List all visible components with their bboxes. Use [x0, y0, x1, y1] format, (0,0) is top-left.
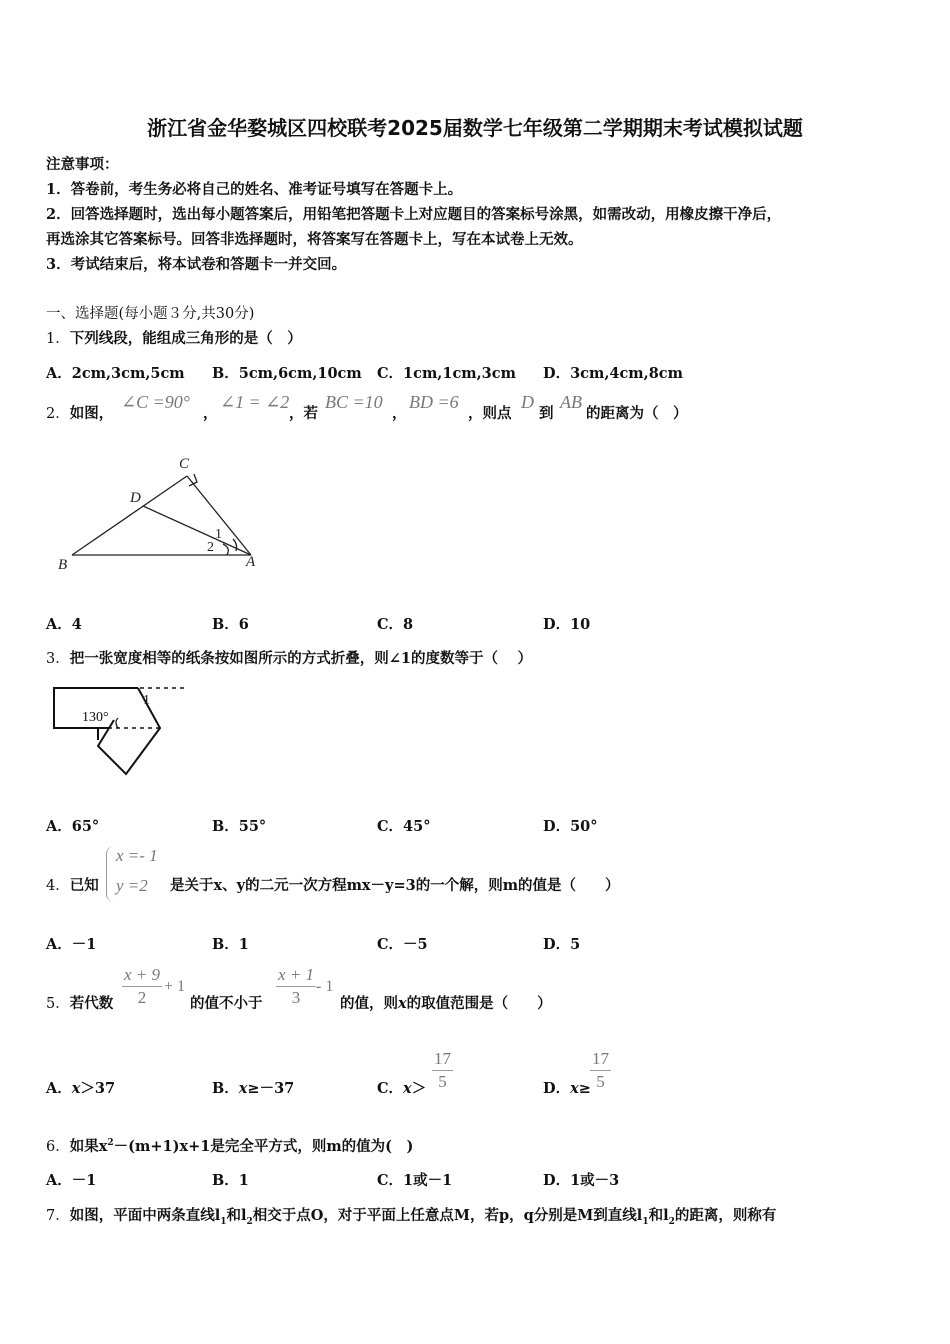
page-title: 浙江省金华婺城区四校联考2025届数学七年级第二学期期末考试模拟试题: [147, 116, 803, 140]
q7-text-5: 的距离，则称有: [674, 1207, 777, 1224]
q5-fraction-2-tail: - 1: [316, 978, 334, 995]
q7-sub-1: 1: [220, 1216, 227, 1227]
q5-fraction-1: [122, 964, 162, 1009]
q2-text-5: ，则点: [468, 405, 512, 422]
q7-sub-2: 2: [246, 1216, 253, 1227]
q4-option-d: D．5: [543, 936, 581, 953]
fraction-numerator: x + 9: [122, 964, 162, 987]
label-a: A: [246, 554, 256, 570]
q6-superscript: 2: [107, 1138, 114, 1149]
q2-option-b: B．6: [212, 616, 249, 633]
q3-option-b: B．55°: [212, 818, 267, 835]
fraction-denominator: 5: [596, 1072, 605, 1091]
fraction-denominator: 2: [137, 988, 147, 1007]
q4-option-c: C．－5: [377, 936, 428, 953]
q5-text-2: 的值不小于: [190, 995, 263, 1012]
q2-option-c: C．8: [377, 616, 414, 633]
q1-option-a: A．2cm,3cm,5cm: [46, 365, 185, 382]
question-4: [46, 874, 99, 895]
q4-text-1: 已知: [69, 877, 99, 894]
q3-folded-strip-figure: [48, 680, 193, 780]
q5-text-3: [340, 992, 552, 1013]
q4-system-line-2: y =2: [116, 876, 148, 895]
q2-text-2: ，: [203, 405, 218, 422]
question-3: [46, 647, 532, 668]
q1-option-c: C．1cm,1cm,3cm: [377, 365, 516, 382]
fraction-denominator: 3: [291, 988, 301, 1007]
notice-item-1: 1．答卷前，考生务必将自己的姓名、准考证号填写在答题卡上。: [46, 181, 463, 198]
q2-text-7: 的距离为（ ）: [586, 405, 688, 422]
q2-math-bc: BC =10: [325, 392, 383, 412]
fraction-denominator: 5: [438, 1072, 447, 1091]
label-angle-2: 2: [207, 540, 214, 555]
q2-math-d: D: [521, 392, 534, 412]
label-c: C: [179, 456, 190, 472]
label-d: D: [130, 490, 141, 506]
q2-math-ab: AB: [560, 392, 582, 412]
label-b: B: [58, 557, 68, 573]
question-number: 2．: [46, 406, 70, 422]
notice-item-2-cont: 再选涂其它答案标号。回答非选择题时，将答案写在答题卡上，写在本试卷上无效。: [46, 231, 583, 248]
q1-option-d: D．3cm,4cm,8cm: [543, 365, 683, 382]
fraction-numerator: 17: [590, 1048, 611, 1071]
q5-text-3a: 的值，则: [340, 995, 398, 1012]
question-5: [46, 992, 113, 1013]
q4-option-a: A．－1: [46, 936, 97, 953]
q3-option-d: D．50°: [543, 818, 598, 835]
q2-triangle-figure: [55, 452, 270, 577]
q5-option-c: C．x＞: [377, 1080, 427, 1097]
q6-option-b: B．1: [212, 1172, 249, 1189]
q5-fraction-1-tail: + 1: [164, 978, 186, 995]
question-2: [46, 402, 113, 423]
question-number: 1．: [46, 331, 70, 347]
label-angle-1: 1: [215, 527, 222, 542]
q6-option-a: A．－1: [46, 1172, 97, 1189]
question-7: [46, 1204, 776, 1227]
fraction-numerator: 17: [432, 1048, 453, 1071]
q5-option-b: B．x≥－37: [212, 1080, 295, 1097]
notice-item-3: 3．考试结束后，将本试卷和答题卡一并交回。: [46, 256, 347, 273]
q6-option-c: C．1或－1: [377, 1172, 453, 1189]
q4-text-2: 是关于x、y的二元一次方程mx－y=3的一个解，则m的值是（ ）: [170, 877, 620, 894]
question-number: 3．: [46, 651, 70, 667]
q1-option-b: B．5cm,6cm,10cm: [212, 365, 362, 382]
notice-heading: 注意事项：: [46, 156, 119, 173]
q5-option-d-fraction: [590, 1048, 611, 1093]
q4-option-b: B．1: [212, 936, 249, 953]
q2-text-4: ，: [392, 405, 407, 422]
q7-sub-4: 2: [668, 1216, 675, 1227]
label-130-degrees: 130°: [82, 710, 109, 725]
q5-option-d: D．x≥: [543, 1080, 591, 1097]
q7-sub-3: 1: [642, 1216, 649, 1227]
q2-option-a: A．4: [46, 616, 82, 633]
question-text: 把一张宽度相等的纸条按如图所示的方式折叠，则∠1的度数等于（ ）: [69, 650, 533, 667]
question-6: [46, 1135, 413, 1156]
q4-system-line-1: x =- 1: [116, 846, 158, 865]
q2-math-angle-c: ∠C =90°: [121, 392, 190, 412]
q2-option-d: D．10: [543, 616, 591, 633]
q5-fraction-2: [276, 964, 316, 1009]
q7-text-3: 相交于点O，对于平面上任意点M，若p，q分别是M到直线l: [252, 1207, 643, 1224]
q2-text-3: ，若: [289, 405, 318, 422]
q6-text-2: －(m+1)x+1是完全平方式，则m的值为( ): [113, 1138, 414, 1155]
q3-option-a: A．65°: [46, 818, 100, 835]
label-angle-1: 1: [143, 693, 150, 708]
q7-text-4: 和l: [648, 1207, 669, 1224]
q5-text-4: 的取值范围是（ ）: [406, 995, 552, 1012]
notice-item-2: 2．回答选择题时，选出每小题答案后，用铅笔把答题卡上对应题目的答案标号涂黑，如需改动，用橡皮擦干净后，: [46, 206, 782, 223]
q3-option-c: C．45°: [377, 818, 431, 835]
fraction-numerator: x + 1: [276, 964, 316, 987]
question-text: 下列线段，能组成三角形的是（ ）: [69, 330, 302, 347]
question-number: 5．: [46, 996, 70, 1012]
q2-math-bd: BD =6: [409, 392, 459, 412]
q2-text-6: 到: [539, 405, 554, 422]
q5-variable: x: [398, 995, 407, 1012]
q2-text-1: 如图，: [69, 405, 114, 422]
q6-option-d: D．1或－3: [543, 1172, 620, 1189]
question-number: 7．: [46, 1208, 70, 1224]
question-1: [46, 327, 302, 348]
q5-text-1: 若代数: [69, 995, 114, 1012]
q6-text-1: 如果x: [69, 1138, 108, 1155]
question-number: 4．: [46, 878, 70, 894]
q2-math-angles: ∠1 = ∠2: [220, 392, 290, 412]
q7-text-1: 如图，平面中两条直线l: [69, 1207, 221, 1224]
q7-text-2: 和l: [226, 1207, 247, 1224]
section-heading: 一、选择题(每小题３分,共30分): [46, 306, 255, 322]
question-number: 6．: [46, 1139, 70, 1155]
q5-option-c-fraction: [432, 1048, 453, 1093]
q5-option-a: A．x＞37: [46, 1080, 116, 1097]
